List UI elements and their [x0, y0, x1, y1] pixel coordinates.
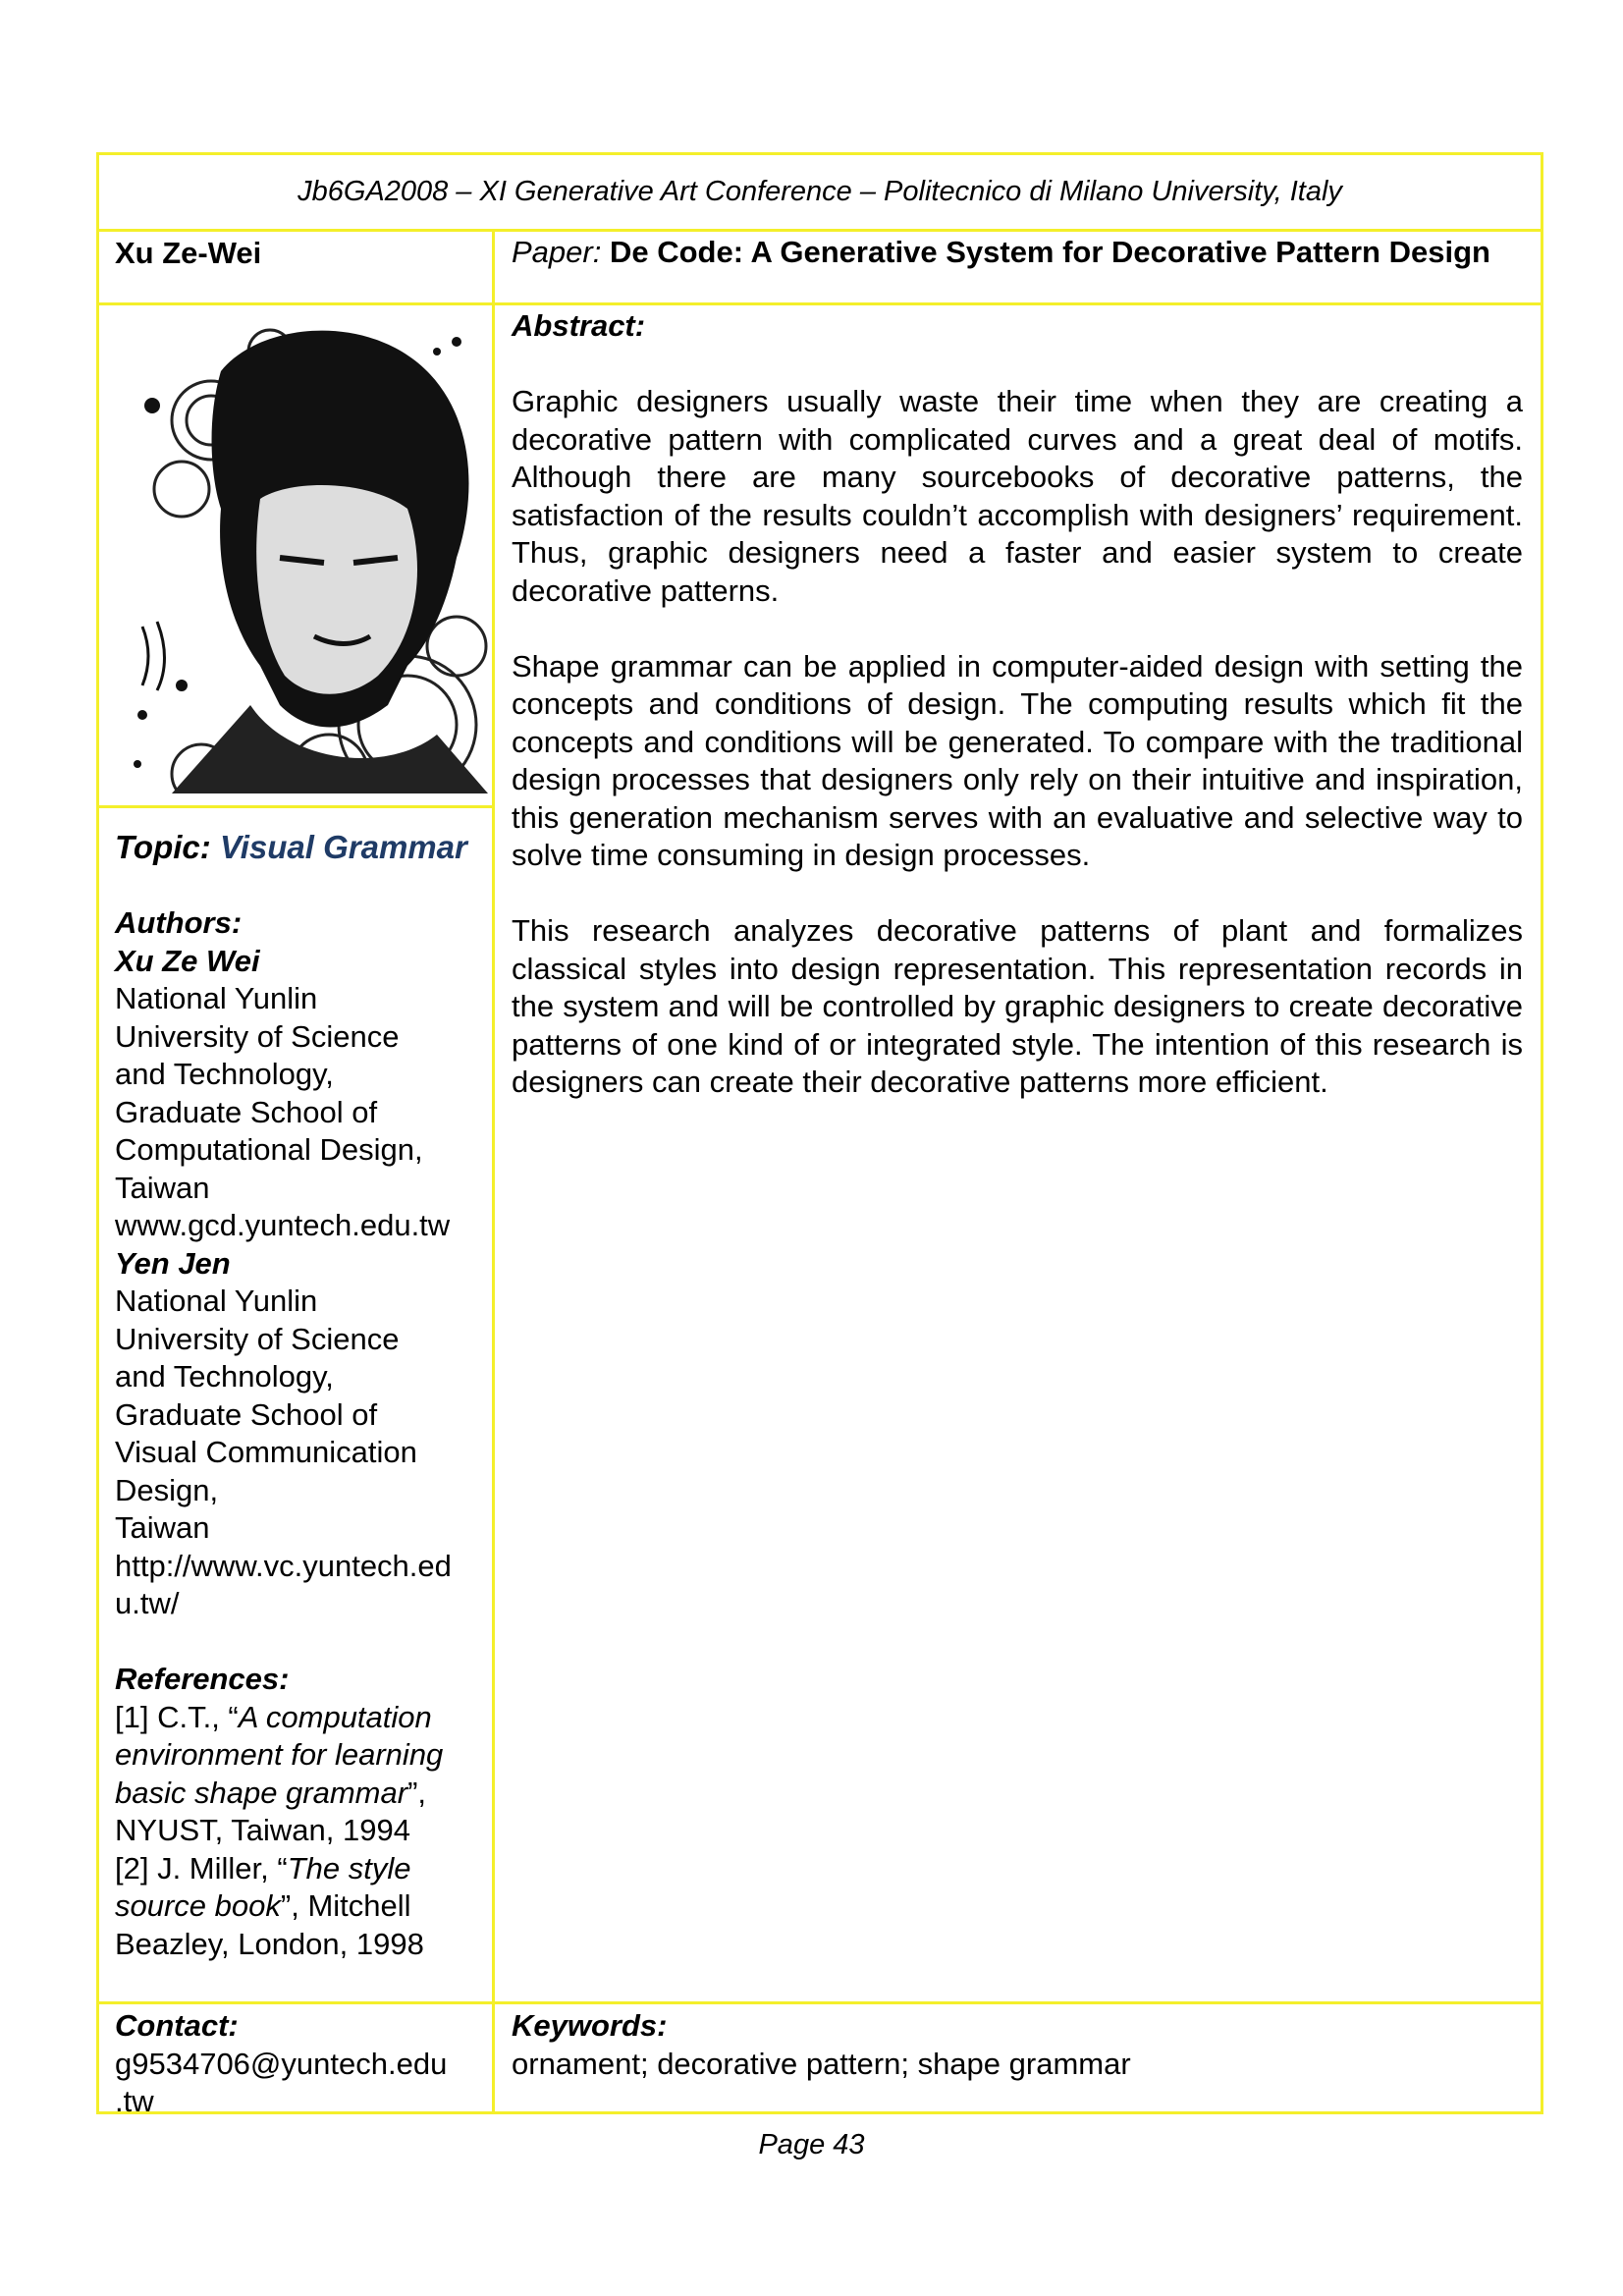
- affiliation-line: National Yunlin: [115, 1284, 318, 1318]
- contact-section: [115, 2007, 488, 2121]
- authors-heading: Authors:: [115, 905, 243, 940]
- column-divider: [492, 229, 495, 2111]
- affiliation-line: and Technology,: [115, 1359, 334, 1394]
- keywords-section: [512, 2007, 1523, 2083]
- divider: [99, 302, 1541, 305]
- keywords-heading: Keywords:: [512, 2008, 668, 2043]
- affiliation-line: Taiwan: [115, 1170, 210, 1205]
- ref-title: source book: [115, 1888, 281, 1923]
- page-number: Page 43: [758, 2129, 865, 2160]
- ref-text: ”,: [407, 1775, 427, 1810]
- conference-header: Jb6GA2008 – XI Generative Art Conference – Politecnico di Milano University, Italy: [298, 176, 1342, 207]
- author-2-url[interactable]: http://www.vc.yuntech.ed: [115, 1548, 452, 1583]
- affiliation-line: Graduate School of: [115, 1094, 378, 1129]
- abstract-paragraph: Graphic designers usually waste their time when they are creating a decorative pattern with complicated curves and a great deal of motifs. Although there are many sourcebooks of decorative patterns, the satisfaction of the results couldn’t accomplish with designers’ requirement. Thus, graphic designers need a faster and easier system to create decorative patterns.: [512, 384, 1523, 608]
- topic-label: Topic:: [115, 829, 211, 865]
- author-1-name: Xu Ze Wei: [115, 943, 260, 978]
- affiliation-line: University of Science: [115, 1321, 400, 1356]
- ref-text: ”, Mitchell: [280, 1888, 411, 1923]
- ref-text: NYUST, Taiwan, 1994: [115, 1813, 410, 1847]
- paper-info-table: [96, 152, 1543, 2118]
- ref-text: [1] C.T., “: [115, 1699, 239, 1734]
- topic: [115, 829, 488, 867]
- reference-1: [115, 1699, 488, 1850]
- affiliation-line: Graduate School of: [115, 1396, 378, 1432]
- affiliation-line: Visual Communication: [115, 1435, 417, 1469]
- paper-title: [512, 234, 1523, 271]
- affiliation-line: and Technology,: [115, 1057, 334, 1091]
- affiliation-line: National Yunlin: [115, 981, 318, 1015]
- author-2-url-cont[interactable]: u.tw/: [115, 1586, 180, 1620]
- ref-title: The style: [287, 1850, 411, 1886]
- affiliation-line: University of Science: [115, 1018, 400, 1054]
- reference-2: [115, 1850, 488, 1964]
- ref-title: A computation: [238, 1699, 432, 1734]
- paper-prefix: Paper:: [512, 235, 602, 269]
- divider: [99, 229, 1541, 232]
- contact-heading: Contact:: [115, 2008, 239, 2043]
- contact-email[interactable]: g9534706@yuntech.edu: [115, 2046, 448, 2081]
- abstract-paragraph: Shape grammar can be applied in computer-aided design with setting the concepts and conditions of design. The computing results which fit the concepts and conditions will be generated. To compare with the traditional design processes that designers only rely on their intuitive and inspiration, this generation mechanism serves with an evaluative and selective way to solve time consuming in design processes.: [512, 648, 1523, 872]
- ref-title: basic shape grammar: [115, 1775, 408, 1810]
- affiliation-line: Taiwan: [115, 1510, 210, 1545]
- abstract-heading: Abstract:: [512, 308, 646, 343]
- author-2-name: Yen Jen: [115, 1245, 231, 1281]
- affiliation-line: Design,: [115, 1472, 219, 1507]
- author-portrait: [113, 312, 488, 793]
- abstract-section: [512, 307, 1523, 1139]
- author-name: Xu Ze-Wei: [115, 236, 262, 270]
- author-1-affiliation: [115, 980, 488, 1245]
- ref-text: Beazley, London, 1998: [115, 1926, 424, 1961]
- divider: [99, 2001, 1541, 2004]
- topic-value: Visual Grammar: [219, 829, 467, 865]
- author-1-url[interactable]: www.gcd.yuntech.edu.tw: [115, 1208, 451, 1242]
- affiliation-line: Computational Design,: [115, 1132, 423, 1167]
- paper-title-text: De Code: A Generative System for Decorative Pattern Design: [609, 235, 1490, 269]
- divider: [99, 805, 492, 808]
- references-heading: References:: [115, 1662, 290, 1696]
- ref-text: [2] J. Miller, “: [115, 1850, 288, 1886]
- ref-title: environment for learning: [115, 1737, 444, 1772]
- author-2-affiliation: [115, 1283, 488, 1623]
- abstract-paragraph: This research analyzes decorative patterns of plant and formalizes classical styles into design representation. This representation records in the system and will be controlled by graphic designers to create decorative patterns of one kind of or integrated style. The intention of this research is designers can create their decorative patterns more efficient.: [512, 913, 1523, 1099]
- keywords-text: ornament; decorative pattern; shape grammar: [512, 2046, 1131, 2081]
- contact-email-cont[interactable]: .tw: [115, 2084, 154, 2118]
- left-column: [115, 829, 488, 1963]
